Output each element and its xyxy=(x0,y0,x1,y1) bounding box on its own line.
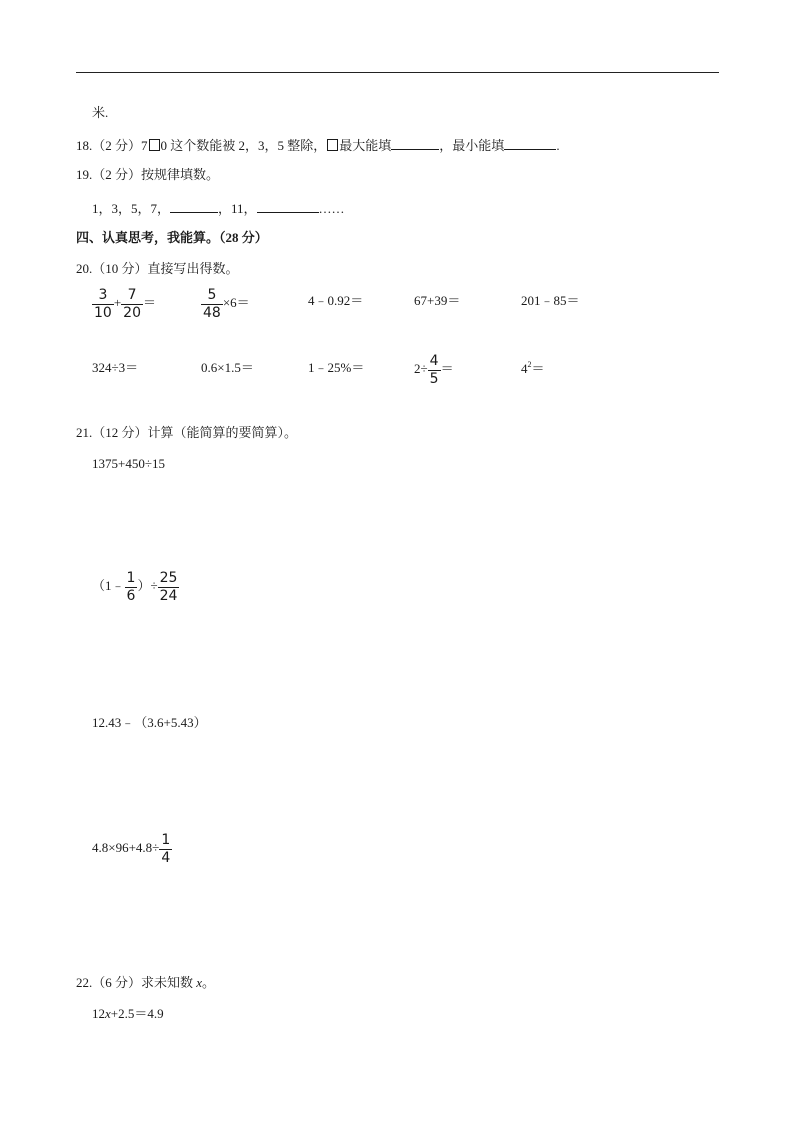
q20-expr-9: 2÷ $\frac{4}{5}$ ＝ xyxy=(414,353,454,387)
fraction: $\frac{1}{6}$ xyxy=(126,570,136,604)
q21-problem-1: 1375+450÷15 xyxy=(92,456,165,471)
fraction: $\frac{7}{20}$ xyxy=(123,287,141,321)
q20-expr-7: 0.6×1.5＝ xyxy=(201,360,254,375)
question-19-title: 19.（2 分）按规律填数。 xyxy=(76,167,220,182)
blank-box-icon xyxy=(327,139,338,151)
answer-blank-seq-2[interactable] xyxy=(257,200,319,213)
answer-blank-seq-1[interactable] xyxy=(170,200,218,213)
question-18: 18.（2 分）7 0 这个数能被 2，3，5 整除， 最大能填 ，最小能填 . xyxy=(76,138,560,153)
q20-expr-8: 1﹣25%＝ xyxy=(308,360,365,375)
q20-expr-10: $4^2=$ xyxy=(521,360,545,376)
q20-expr-3: 4﹣0.92＝ xyxy=(308,293,364,308)
q21-problem-4: 4.8×96+4.8÷ $\frac{1}{4}$ xyxy=(92,832,171,866)
fraction: $\frac{4}{5}$ xyxy=(429,353,439,387)
top-fragment: 米. xyxy=(92,105,109,120)
q21-problem-2: （1﹣ $\frac{1}{6}$ ）÷ $\frac{25}{24}$ xyxy=(92,570,178,604)
section-4-heading: 四、认真思考，我能算。（28 分） xyxy=(76,230,268,245)
q21-problem-3: 12.43﹣（3.6+5.43） xyxy=(92,715,207,730)
q20-expr-5: 201﹣85＝ xyxy=(521,293,580,308)
q20-expr-2: $\frac{5}{48}$ ×6＝ xyxy=(203,287,250,321)
answer-blank-min[interactable] xyxy=(504,137,556,150)
fraction: $\frac{3}{10}$ xyxy=(94,287,112,321)
fraction: $\frac{5}{48}$ xyxy=(203,287,221,321)
q20-expr-6: 324÷3＝ xyxy=(92,360,139,375)
question-21-title: 21.（12 分）计算（能简算的要简算）。 xyxy=(76,425,298,440)
fraction: $\frac{25}{24}$ xyxy=(159,570,178,604)
answer-blank-max[interactable] xyxy=(391,137,439,150)
fraction: $\frac{1}{4}$ xyxy=(161,832,171,866)
question-19-sequence: 1，3，5，7， ，11， …… xyxy=(92,201,345,216)
q20-expr-1: $\frac{3}{10}$ + $\frac{7}{20}$ ＝ xyxy=(94,287,157,321)
blank-box-icon xyxy=(149,139,160,151)
q20-expr-4: 67+39＝ xyxy=(414,293,461,308)
question-22-title: 22.（6 分）求未知数 x。 xyxy=(76,975,216,990)
header-rule xyxy=(76,72,719,73)
question-20-title: 20.（10 分）直接写出得数。 xyxy=(76,261,239,276)
q22-equation: 12x+2.5＝4.9 xyxy=(92,1006,164,1021)
